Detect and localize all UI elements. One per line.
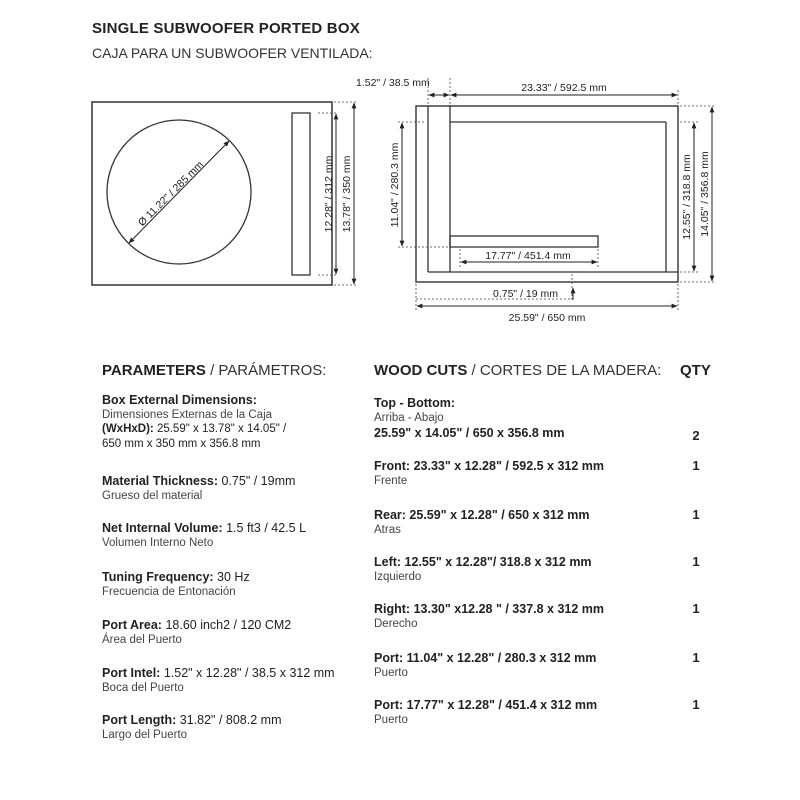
cut-sub: Frente bbox=[374, 475, 408, 487]
cut-label: Port: 11.04" x 12.28" / 280.3 x 312 mm bbox=[374, 651, 597, 665]
param-value: 1.5 ft3 / 42.5 L bbox=[222, 521, 307, 535]
param-value: 0.75" / 19mm bbox=[218, 474, 296, 488]
cut-top-bottom bbox=[374, 395, 664, 441]
qty-top-bottom: 2 bbox=[692, 428, 700, 443]
cut-label: Top - Bottom: bbox=[374, 396, 455, 410]
param-label: Box External Dimensions: bbox=[102, 393, 257, 407]
param-sub: Largo del Puerto bbox=[102, 729, 188, 741]
param-label: Tuning Frequency: bbox=[102, 570, 214, 584]
param-dims-wxhxd: (WxHxD): bbox=[102, 423, 154, 435]
cut-left bbox=[374, 554, 664, 584]
parameters-heading bbox=[102, 362, 326, 379]
qty-left: 1 bbox=[692, 554, 700, 569]
param-label: Port Length: bbox=[102, 713, 177, 727]
param-dims-mm: 650 mm x 350 mm x 356.8 mm bbox=[102, 438, 261, 450]
qty-port-1: 1 bbox=[692, 650, 700, 665]
cut-port-1 bbox=[374, 650, 664, 680]
diameter-label: Ø 11.22" / 285 mm bbox=[135, 158, 206, 229]
param-label: Net Internal Volume: bbox=[102, 521, 223, 535]
front-outer-height-label: 13.78" / 350 mm bbox=[341, 155, 353, 233]
qty-heading: QTY bbox=[680, 362, 711, 379]
param-port-inlet bbox=[102, 666, 362, 695]
qty-front: 1 bbox=[692, 458, 700, 473]
param-value: 30 Hz bbox=[213, 570, 250, 584]
cut-label: Port: 17.77" x 12.28" / 451.4 x 312 mm bbox=[374, 698, 598, 712]
param-sub: Volumen Interno Neto bbox=[102, 537, 214, 549]
cut-label: Rear: 25.59" x 12.28" / 650 x 312 mm bbox=[374, 508, 590, 522]
param-sub: Frecuencia de Entonación bbox=[102, 586, 236, 598]
wood-cuts-heading-light: / CORTES DE LA MADERA: bbox=[467, 362, 662, 379]
cut-value: 25.59" x 14.05" / 650 x 356.8 mm bbox=[374, 426, 565, 440]
wood-cuts-heading bbox=[374, 362, 661, 379]
port-depth-label: 11.04" / 280.3 mm bbox=[389, 142, 401, 228]
thickness-label: 0.75" / 19 mm bbox=[493, 288, 559, 300]
cut-label: Front: 23.33" x 12.28" / 592.5 x 312 mm bbox=[374, 459, 605, 473]
param-value: 1.52" x 12.28" / 38.5 x 312 mm bbox=[160, 666, 335, 680]
param-sub: Grueso del material bbox=[102, 490, 203, 502]
cut-sub: Puerto bbox=[374, 714, 408, 726]
port-length-label: 17.77" / 451.4 mm bbox=[485, 250, 571, 262]
port-wall bbox=[450, 236, 598, 247]
cut-sub: Atras bbox=[374, 524, 401, 536]
port-opening bbox=[292, 113, 310, 275]
param-value: 31.82" / 808.2 mm bbox=[176, 713, 282, 727]
param-label: Material Thickness: bbox=[102, 474, 219, 488]
cut-sub: Izquierdo bbox=[374, 571, 422, 583]
param-net-volume bbox=[102, 521, 362, 550]
cut-port-2 bbox=[374, 697, 664, 727]
front-view bbox=[92, 102, 356, 285]
param-port-length bbox=[102, 713, 362, 742]
cut-sub: Derecho bbox=[374, 618, 418, 630]
front-panel bbox=[92, 102, 332, 285]
param-label: Port Intel: bbox=[102, 666, 161, 680]
param-port-area bbox=[102, 618, 362, 647]
param-material-thickness bbox=[102, 474, 362, 503]
cut-sub: Arriba - Abajo bbox=[374, 412, 444, 424]
front-inner-height-label: 12.28" / 312 mm bbox=[323, 155, 335, 233]
qty-right: 1 bbox=[692, 601, 700, 616]
param-label: Port Area: bbox=[102, 618, 162, 632]
param-value: 18.60 inch2 / 120 CM2 bbox=[161, 618, 292, 632]
cut-label: Right: 13.30" x12.28 " / 337.8 x 312 mm bbox=[374, 602, 605, 616]
param-tuning-frequency bbox=[102, 570, 362, 599]
page-subtitle: CAJA PARA UN SUBWOOFER VENTILADA: bbox=[92, 45, 373, 61]
wood-cuts-heading-bold: WOOD CUTS bbox=[374, 362, 468, 379]
cut-front bbox=[374, 458, 664, 488]
qty-port-2: 1 bbox=[692, 697, 700, 712]
cut-right bbox=[374, 601, 664, 631]
param-sub: Boca del Puerto bbox=[102, 682, 184, 694]
outer-depth-label: 14.05" / 356.8 mm bbox=[699, 151, 711, 237]
parameters-heading-light: / PARÁMETROS: bbox=[205, 362, 327, 379]
cut-label: Left: 12.55" x 12.28"/ 318.8 x 312 mm bbox=[374, 555, 592, 569]
inner-depth-label: 12.55" / 318.8 mm bbox=[681, 154, 693, 240]
param-box-dimensions bbox=[102, 393, 362, 452]
cut-rear bbox=[374, 507, 664, 537]
outer-width-label: 25.59" / 650 mm bbox=[508, 312, 586, 324]
parameters-heading-bold: PARAMETERS bbox=[102, 362, 206, 379]
top-view bbox=[356, 77, 716, 324]
param-sub: Dimensiones Externas de la Caja bbox=[102, 409, 273, 421]
param-dims-inches: 25.59" x 13.78" x 14.05" / bbox=[153, 423, 287, 435]
inner-width-label: 23.33" / 592.5 mm bbox=[521, 82, 607, 94]
param-sub: Área del Puerto bbox=[102, 634, 182, 646]
cut-sub: Puerto bbox=[374, 667, 408, 679]
box-diagram bbox=[0, 0, 800, 340]
qty-rear: 1 bbox=[692, 507, 700, 522]
page-title: SINGLE SUBWOOFER PORTED BOX bbox=[92, 20, 360, 37]
port-inlet-label: 1.52" / 38.5 mm bbox=[356, 77, 430, 89]
